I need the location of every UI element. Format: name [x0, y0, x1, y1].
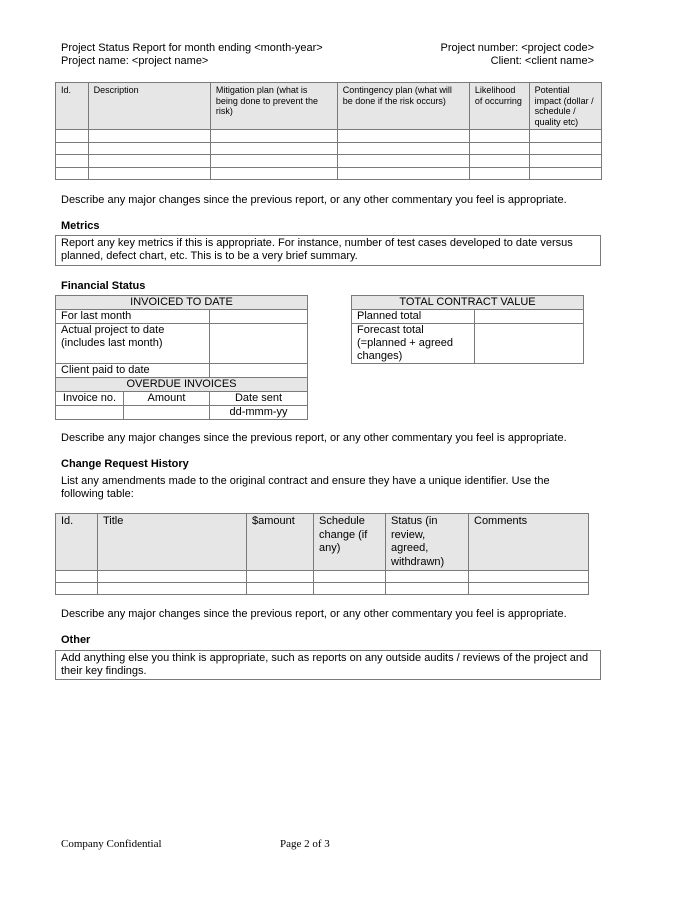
project-name: Project name: <project name> — [61, 55, 209, 67]
table-cell[interactable] — [314, 571, 386, 583]
cr-col-amount: $amount — [247, 514, 314, 571]
table-row — [56, 130, 602, 143]
risk-table-header-row — [56, 83, 602, 130]
table-cell[interactable] — [210, 130, 337, 143]
cr-col-comments: Comments — [469, 514, 589, 571]
risk-col-id: Id. — [56, 83, 89, 130]
table-cell[interactable] — [210, 167, 337, 180]
table-cell[interactable] — [386, 583, 469, 595]
cr-col-status: Status (in review, agreed, withdrawn) — [386, 514, 469, 571]
table-cell[interactable] — [56, 167, 89, 180]
table-cell[interactable] — [56, 583, 98, 595]
client-paid-label: Client paid to date — [56, 364, 210, 378]
contract-table — [351, 295, 584, 364]
report-title: Project Status Report for month ending <month-year> — [61, 42, 323, 54]
risk-col-mitigation: Mitigation plan (what is being done to prevent the risk) — [210, 83, 337, 130]
footer-page-number: Page 2 of 3 — [280, 838, 330, 850]
for-last-month-value[interactable] — [210, 310, 308, 324]
table-cell[interactable] — [337, 142, 469, 155]
table-cell[interactable] — [337, 130, 469, 143]
overdue-invoice-cell[interactable] — [56, 406, 124, 420]
table-cell[interactable] — [56, 130, 89, 143]
table-cell[interactable] — [469, 130, 529, 143]
for-last-month-label: For last month — [56, 310, 210, 324]
table-cell[interactable] — [88, 155, 210, 168]
change-request-table — [55, 513, 589, 595]
metrics-text: Report any key metrics if this is appropriate. For instance, number of test cases developed to date versus planned, defect chart, etc. This is to be a very brief summary. — [61, 237, 573, 262]
table-cell[interactable] — [469, 583, 589, 595]
overdue-col-amount: Amount — [124, 392, 210, 406]
planned-total-value[interactable] — [475, 310, 584, 324]
commentary-1: Describe any major changes since the previous report, or any other commentary you feel is appropriate. — [61, 194, 567, 206]
cr-col-id: Id. — [56, 514, 98, 571]
client-paid-value[interactable] — [210, 364, 308, 378]
table-row — [56, 571, 589, 583]
table-cell[interactable] — [529, 167, 601, 180]
cr-col-schedule: Schedule change (if any) — [314, 514, 386, 571]
table-row — [56, 583, 589, 595]
table-cell[interactable] — [314, 583, 386, 595]
cr-header-row — [56, 514, 589, 571]
table-cell[interactable] — [469, 142, 529, 155]
invoiced-table — [55, 295, 308, 420]
table-cell[interactable] — [469, 155, 529, 168]
planned-total-label: Planned total — [352, 310, 475, 324]
overdue-date-cell[interactable]: dd-mmm-yy — [210, 406, 308, 420]
table-cell[interactable] — [529, 142, 601, 155]
table-row — [56, 142, 602, 155]
forecast-total-value[interactable] — [475, 324, 584, 364]
table-cell[interactable] — [98, 583, 247, 595]
table-cell[interactable] — [529, 130, 601, 143]
table-cell[interactable] — [56, 571, 98, 583]
overdue-header: OVERDUE INVOICES — [56, 378, 308, 392]
actual-to-date-value[interactable] — [210, 324, 308, 364]
table-cell[interactable] — [529, 155, 601, 168]
table-cell[interactable] — [247, 583, 314, 595]
financial-heading: Financial Status — [61, 280, 146, 292]
other-text: Add anything else you think is appropriate, such as reports on any outside audits / reviews of the project and their key findings. — [61, 652, 589, 677]
risk-col-likelihood: Likelihood of occurring — [469, 83, 529, 130]
table-row — [56, 155, 602, 168]
client-name: Client: <client name> — [490, 55, 594, 67]
contract-header: TOTAL CONTRACT VALUE — [352, 296, 584, 310]
overdue-col-date: Date sent — [210, 392, 308, 406]
metrics-heading: Metrics — [61, 220, 100, 232]
actual-to-date-label: Actual project to date (includes last month) — [56, 324, 210, 364]
table-cell[interactable] — [56, 142, 89, 155]
table-cell[interactable] — [337, 155, 469, 168]
table-cell[interactable] — [210, 155, 337, 168]
commentary-2: Describe any major changes since the previous report, or any other commentary you feel is appropriate. — [61, 432, 567, 444]
table-cell[interactable] — [469, 167, 529, 180]
table-cell[interactable] — [88, 167, 210, 180]
other-heading: Other — [61, 634, 91, 646]
metrics-box[interactable] — [55, 235, 601, 266]
commentary-3: Describe any major changes since the previous report, or any other commentary you feel is appropriate. — [61, 608, 567, 620]
risk-col-contingency: Contingency plan (what will be done if the risk occurs) — [337, 83, 469, 130]
table-cell[interactable] — [88, 142, 210, 155]
table-cell[interactable] — [210, 142, 337, 155]
change-request-intro: List any amendments made to the original contract and ensure they have a unique identifier. Use the following table: — [61, 475, 550, 500]
overdue-amount-cell[interactable] — [124, 406, 210, 420]
table-cell[interactable] — [247, 571, 314, 583]
other-box[interactable] — [55, 650, 601, 680]
cr-col-title: Title — [98, 514, 247, 571]
table-cell[interactable] — [337, 167, 469, 180]
risk-col-impact: Potential impact (dollar / schedule / quality etc) — [529, 83, 601, 130]
footer-confidential: Company Confidential — [61, 838, 162, 850]
overdue-col-invoice: Invoice no. — [56, 392, 124, 406]
table-row — [56, 167, 602, 180]
table-cell[interactable] — [88, 130, 210, 143]
risk-col-description: Description — [88, 83, 210, 130]
invoiced-header: INVOICED TO DATE — [56, 296, 308, 310]
project-number: Project number: <project code> — [440, 42, 594, 54]
risk-table — [55, 82, 602, 180]
table-cell[interactable] — [469, 571, 589, 583]
table-cell[interactable] — [98, 571, 247, 583]
forecast-total-label: Forecast total (=planned + agreed changes) — [352, 324, 475, 364]
table-cell[interactable] — [386, 571, 469, 583]
change-request-heading: Change Request History — [61, 458, 189, 470]
table-cell[interactable] — [56, 155, 89, 168]
